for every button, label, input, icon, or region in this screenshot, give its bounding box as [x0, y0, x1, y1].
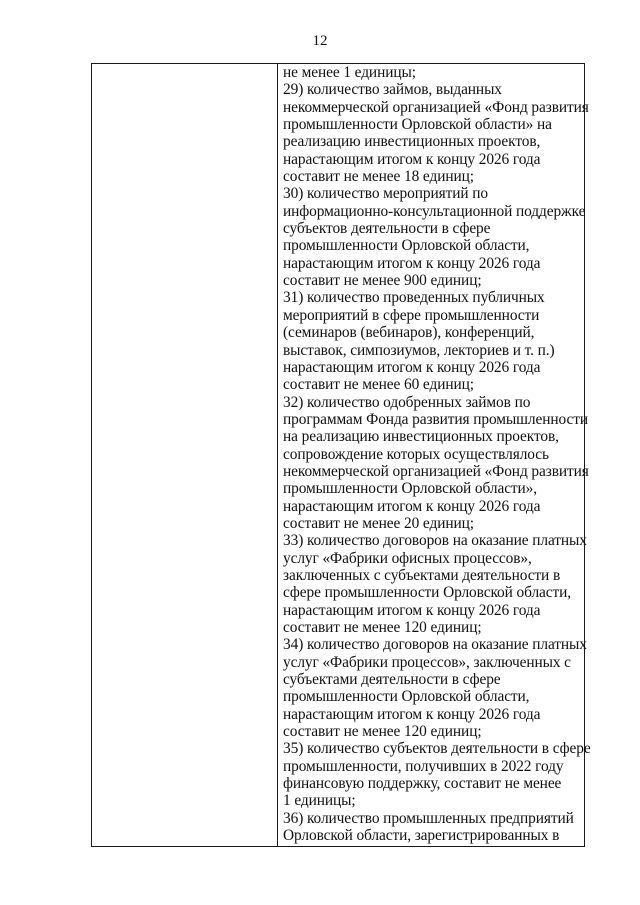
text-line: промышленности, получивших в 2022 году	[283, 757, 564, 775]
text-line: промышленности Орловской области» на	[283, 116, 552, 134]
text-line: услуг «Фабрики офисных процессов»,	[283, 549, 532, 567]
page-number: 12	[312, 33, 328, 49]
text-line: составит не менее 120 единиц;	[283, 723, 482, 741]
text-line: финансовую поддержку, составит не менее	[283, 775, 562, 793]
text-line: 29) количество займов, выданных	[283, 81, 502, 99]
text-line: нарастающим итогом к концу 2026 года	[283, 150, 541, 168]
text-line: услуг «Фабрики процессов», заключенных с	[283, 653, 571, 671]
text-line: реализацию инвестиционных проектов,	[283, 133, 541, 151]
text-line: субъектов деятельности в сфере	[283, 220, 491, 238]
indicator-list	[278, 64, 591, 845]
text-line: на реализацию инвестиционных проектов,	[283, 428, 559, 446]
text-line: нарастающим итогом к концу 2026 года	[283, 497, 541, 515]
text-line: 35) количество субъектов деятельности в сфере	[283, 740, 591, 758]
text-line: нарастающим итогом к концу 2026 года	[283, 254, 541, 272]
text-line: промышленности Орловской области»,	[283, 480, 538, 498]
text-line: Орловской области, зарегистрированных в	[283, 827, 560, 845]
text-line: составит не менее 60 единиц;	[283, 376, 474, 394]
text-line: программам Фонда развития промышленности	[283, 410, 588, 428]
text-line: не менее 1 единицы;	[283, 64, 416, 81]
text-line: составит не менее 18 единиц;	[283, 168, 474, 186]
text-line: субъектами деятельности в сфере	[283, 671, 501, 689]
table-row	[92, 64, 585, 847]
document-table	[91, 63, 591, 847]
text-line: нарастающим итогом к концу 2026 года	[283, 358, 541, 376]
text-line: 30) количество мероприятий по	[283, 185, 488, 203]
text-line: заключенных с субъектами деятельности в	[283, 566, 561, 584]
table-cell-right	[278, 64, 591, 847]
text-line: сопровождение которых осуществлялось	[283, 445, 549, 463]
text-line: нарастающим итогом к концу 2026 года	[283, 601, 541, 619]
text-line: 32) количество одобренных займов по	[283, 393, 531, 411]
text-line: составит не менее 20 единиц;	[283, 514, 474, 532]
text-line: 36) количество промышленных предприятий	[283, 809, 574, 827]
text-line: выставок, симпозиумов, лекториев и т. п.)	[283, 341, 555, 359]
text-line: 31) количество проведенных публичных	[283, 289, 545, 307]
text-line: мероприятий в сфере промышленности	[283, 306, 540, 324]
text-line: промышленности Орловской области,	[283, 237, 530, 255]
text-line: составит не менее 900 единиц;	[283, 272, 482, 290]
text-line: нарастающим итогом к концу 2026 года	[283, 705, 541, 723]
text-line: некоммерческой организацией «Фонд развития	[283, 462, 589, 480]
text-line: 33) количество договоров на оказание платных	[283, 532, 587, 550]
text-line: (семинаров (вебинаров), конференций,	[283, 324, 535, 342]
text-line: промышленности Орловской области,	[283, 688, 530, 706]
text-line: информационно-консультационной поддержке	[283, 202, 586, 220]
text-line: сфере промышленности Орловской области,	[283, 584, 572, 602]
text-line: некоммерческой организацией «Фонд развития	[283, 98, 589, 116]
text-line: 1 единицы;	[283, 792, 356, 810]
text-line: составит не менее 120 единиц;	[283, 619, 482, 636]
text-line: 34) количество договоров на оказание платных	[283, 636, 587, 654]
table-cell-left	[92, 64, 278, 847]
